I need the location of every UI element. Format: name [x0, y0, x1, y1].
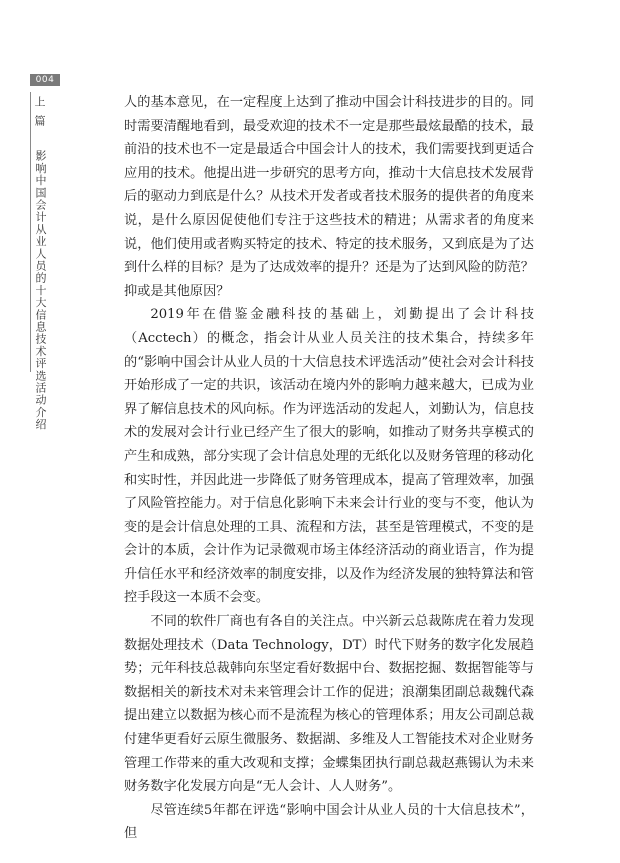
part-label: 上篇 [33, 96, 46, 134]
running-title: 影响中国会计从业人员的十大信息技术评选活动介绍 [34, 150, 47, 431]
margin-divider [30, 92, 31, 372]
paragraph-acctech: 2019年在借鉴金融科技的基础上，刘勤提出了会计科技（Acctech）的概念，指会计从业人员关注的技术集合，持续多年的“影响中国会计从业人员的十大信息技术评选活动”使社会对会计科技开始形成了一定的共识，该活动在境内外的影响力越来越大，已成为业界了解信息技术的风向标。作为评选活动的发起人，刘勤认为，信息技术的发展对会计行业已经产生了很大的影响，如推动了财务共享模式的产生和成熟，部分实现了会计信息处理的无纸化以及财务管理的移动化和实时性，并因此进一步降低了财务管理成本，提高了管理效率，加强了风险管控能力。对于信息化影响下未来会计行业的变与不变，他认为变的是会计信息处理的工具、流程和方法，甚至是管理模式，不变的是会计的本质，会计作为记录微观市场主体经济活动的商业语言，作为提升信任水平和经济效率的制度安排，以及作为经济发展的独特算法和管控手段这一本质不会变。 [124, 307, 534, 606]
paragraph-continued: 人的基本意见，在一定程度上达到了推动中国会计科技进步的目的。同时需要清醒地看到，最受欢迎的技术不一定是那些最炫最酷的技术，最前沿的技术也不一定是最适合中国会计人的技术，我们需要找到更适合应用的技术。他提出进一步研究的思考方向，推动十大信息技术发展背后的驱动力到底是什么？从技术开发者或者技术服务的提供者的角度来说，是什么原因促使他们专注于这些技术的精进；从需求者的角度来说，他们使用或者购买特定的技术、特定的技术服务，又到底是为了达到什么样的目标？是为了达成效率的提升？还是为了达到风险的防范？抑或是其他原因？ [124, 95, 534, 299]
paragraph-vendors: 不同的软件厂商也有各自的关注点。中兴新云总裁陈虎在着力发现数据处理技术（Data Technology，DT）时代下财务的数字化发展趋势；元年科技总裁韩向东坚定看好数据中台、数据挖掘、数据智能等与数据相关的新技术对未来管理会计工作的促进；浪潮集团副总裁魏代森提出建立以数据为核心而不是流程为核心的管理体系；用友公司副总裁付建华更看好云原生微服务、数据湖、多维及人工智能技术对企业财务管理工作带来的重大改观和支撑；金蝶集团执行副总裁赵燕锡认为未来财务数字化发展方向是“无人会计、人人财务”。 [124, 614, 534, 795]
paragraph-closing: 尽管连续5年都在评选“影响中国会计从业人员的十大信息技术”，但 [124, 802, 534, 842]
page-number: 004 [30, 74, 60, 86]
body-text [124, 91, 534, 846]
